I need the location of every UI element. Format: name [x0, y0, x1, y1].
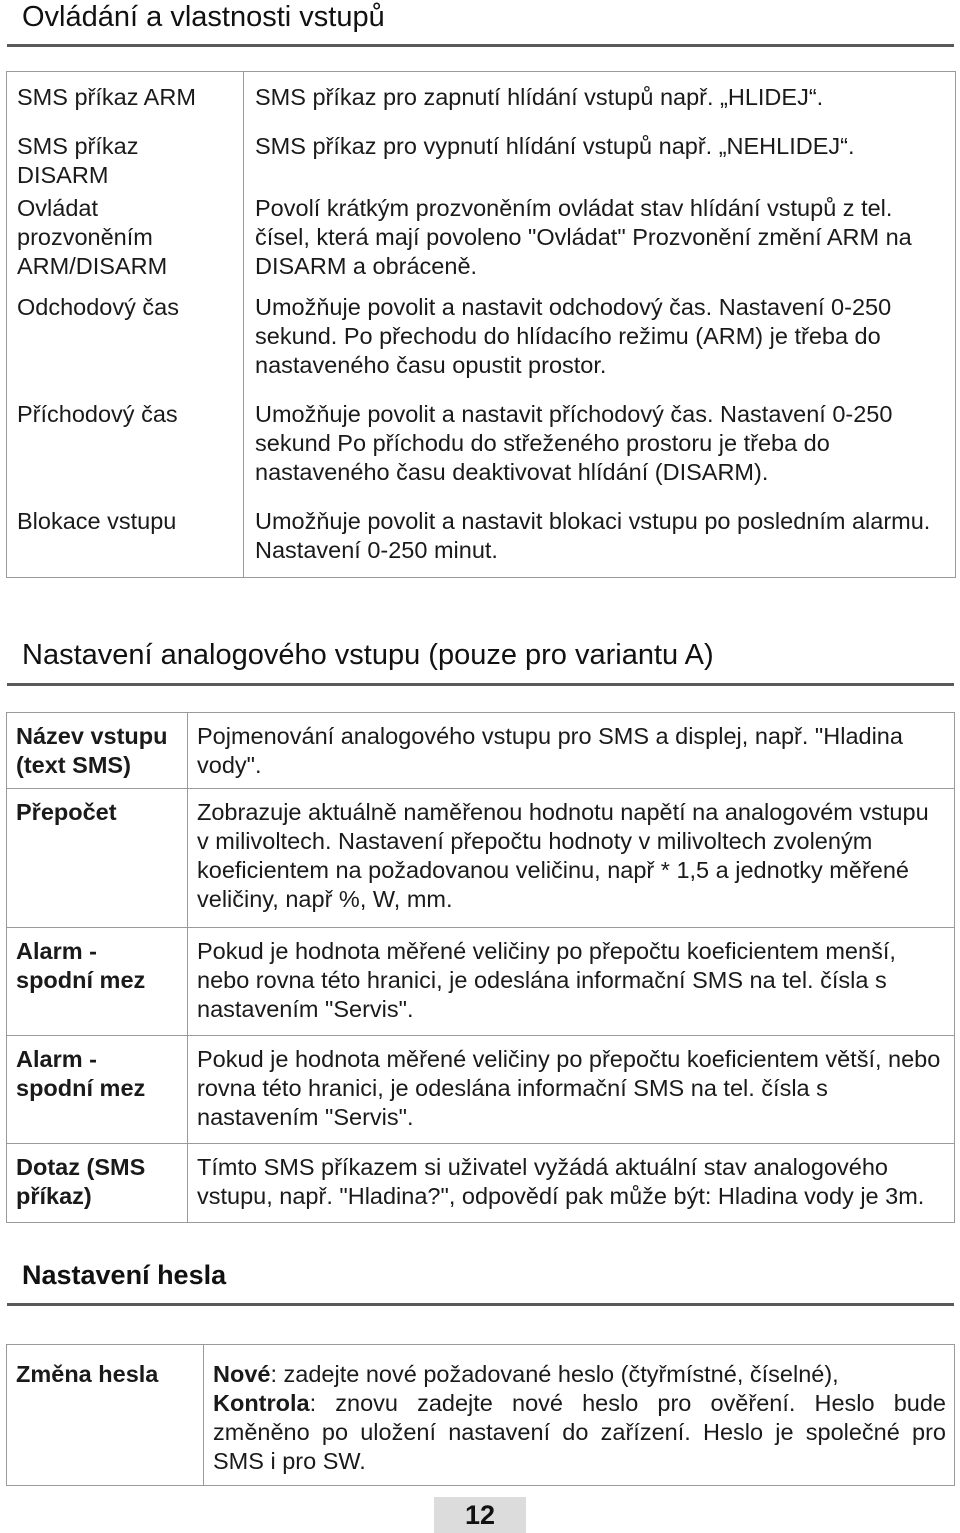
row-label: SMS příkaz ARM [17, 84, 196, 110]
table-row [7, 1036, 955, 1144]
row-description: Pojmenování analogového vstupu pro SMS a displej, např. "Hladina vody". [197, 723, 903, 778]
table-row [7, 1345, 955, 1486]
row-label: Ovládat prozvoněním ARM/DISARM [17, 195, 168, 279]
section-divider [7, 683, 954, 686]
section-title-analog-input: Nastavení analogového vstupu (pouze pro variantu A) [22, 639, 714, 671]
table-row [7, 72, 956, 121]
section-title-password: Nastavení hesla [22, 1260, 227, 1290]
row-label: Název vstupu (text SMS) [16, 723, 168, 778]
row-description [204, 1360, 954, 1476]
row-label: Změna hesla [16, 1361, 159, 1387]
row-description: Pokud je hodnota měřené veličiny po přepočtu koeficientem větší, nebo rovna této hranici, je odeslána informační SMS na tel. čísla s nastavením "Servis". [197, 1046, 941, 1130]
table-row [7, 400, 956, 507]
row-label: Blokace vstupu [17, 508, 177, 534]
row-description: Tímto SMS příkazem si uživatel vyžádá aktuální stav analogového vstupu, např. "Hladina?", odpovědí pak může být: Hladina vody je 3m. [197, 1154, 925, 1209]
table-row [7, 789, 955, 928]
table-row [7, 507, 956, 578]
row-description: Umožňuje povolit a nastavit odchodový čas. Nastavení 0-250 sekund. Po přechodu do hlídacího režimu (ARM) je třeba do nastaveného času opustit prostor. [255, 294, 892, 378]
page-number: 12 [434, 1497, 526, 1533]
table-row [7, 928, 955, 1036]
term-check-text: : znovu zadejte nové heslo pro ověření. Heslo bude změněno po uložení nastavení do zařízení. Heslo je společné pro SMS i pro SW. [213, 1390, 946, 1474]
section-divider [7, 44, 954, 47]
row-description: SMS příkaz pro zapnutí hlídání vstupů např. „HLIDEJ“. [255, 84, 824, 110]
row-description: Pokud je hodnota měřené veličiny po přepočtu koeficientem menší, nebo rovna této hranici, je odeslána informační SMS na tel. čísla s nastavením "Servis". [197, 938, 896, 1022]
row-label: Příchodový čas [17, 401, 178, 427]
row-label: Dotaz (SMS příkaz) [16, 1154, 146, 1209]
row-label: Alarm - spodní mez [16, 938, 146, 993]
term-new: Nové [213, 1361, 271, 1387]
table-row [7, 293, 956, 400]
table-row [7, 1144, 955, 1223]
section-divider [7, 1303, 954, 1306]
term-check: Kontrola [213, 1390, 310, 1416]
row-label: Odchodový čas [17, 294, 179, 320]
row-label: Alarm - spodní mez [16, 1046, 146, 1101]
row-description: Zobrazuje aktuálně naměřenou hodnotu napětí na analogovém vstupu v milivoltech. Nastavení přepočtu hodnoty v milivoltech zvoleným koeficientem na požadovanou veličinu, např * 1,5 a jednotky měřené veličiny, např %, W, mm. [197, 799, 929, 912]
row-description: Umožňuje povolit a nastavit příchodový čas. Nastavení 0-250 sekund Po příchodu do střeženého prostoru je třeba do nastaveného času deaktivovat hlídání (DISARM). [255, 401, 893, 485]
term-new-text: : zadejte nové požadované heslo (čtyřmístné, číselné), [270, 1361, 839, 1387]
row-description: Povolí krátkým prozvoněním ovládat stav hlídání vstupů z tel. čísel, která mají povoleno "Ovládat" Prozvonění změní ARM na DISARM a obráceně. [255, 195, 912, 279]
row-label: Přepočet [16, 799, 117, 825]
row-description: SMS příkaz pro vypnutí hlídání vstupů např. „NEHLIDEJ“. [255, 133, 855, 159]
row-description: Umožňuje povolit a nastavit blokaci vstupu po posledním alarmu. Nastavení 0-250 minut. [255, 508, 931, 563]
table-row [7, 713, 955, 789]
input-control-table [6, 71, 956, 578]
section-title-input-control: Ovládání a vlastnosti vstupů [22, 1, 385, 33]
analog-input-table [6, 712, 955, 1223]
table-row [7, 120, 956, 194]
table-row [7, 194, 956, 293]
row-label: SMS příkaz DISARM [17, 133, 139, 188]
password-table [6, 1344, 955, 1486]
